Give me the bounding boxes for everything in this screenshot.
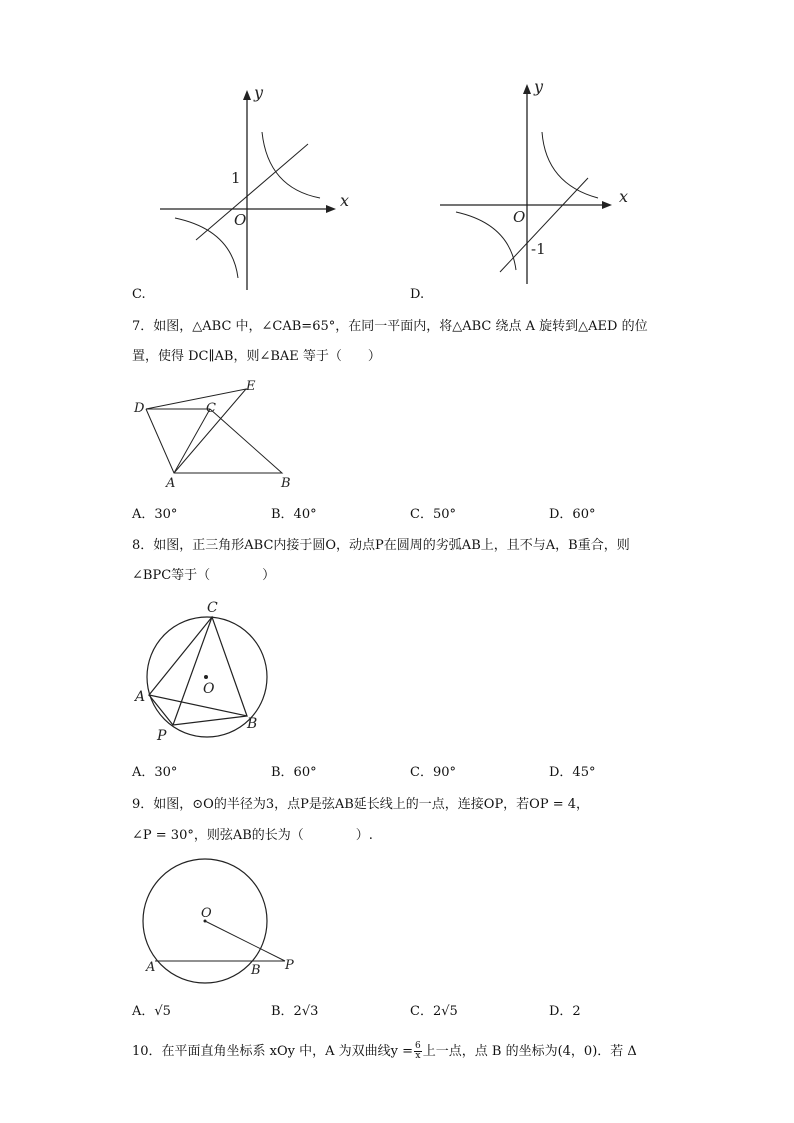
q9-label-p: P (285, 958, 294, 973)
graph-d-x-label: x (619, 187, 629, 206)
q8-label-p: P (157, 728, 167, 744)
q10-prefix: 10．在平面直角坐标系 xOy 中，A 为双曲线y = (132, 1044, 414, 1059)
q7-label-c: C (206, 401, 216, 416)
q7-stem-line2: 置，使得 DC∥AB，则∠BAE 等于（ ） (132, 349, 381, 364)
q10-fraction (414, 1042, 422, 1061)
q9-option-a: A．√5 (132, 1004, 171, 1019)
q8-label-a: A (135, 689, 146, 705)
q9-figure (130, 855, 310, 980)
q9-label-o: O (201, 906, 212, 921)
graph-d-origin: O (513, 208, 526, 226)
q9-option-d: D．2 (549, 1004, 581, 1019)
graph-d-intercept: -1 (531, 240, 546, 258)
graph-d (430, 72, 640, 287)
q9-label-b: B (251, 963, 261, 978)
graph-c-y-label: y (254, 83, 264, 102)
q8-label-o: O (203, 681, 215, 697)
q7-stem-line1: 7．如图，△ABC 中，∠CAB=65°，在同一平面内，将△ABC 绕点 A 旋转到△AED 的位 (132, 319, 648, 334)
option-label-c: C. (132, 287, 146, 302)
q8-label-c: C (207, 600, 218, 616)
q8-stem-line2: ∠BPC等于（ ） (132, 568, 276, 583)
q7-figure (130, 375, 300, 495)
q8-option-b: B．60° (271, 765, 317, 780)
q10-suffix: 上一点，点 B 的坐标为(4，0)．若 Δ (422, 1044, 637, 1059)
graph-c-x-label: x (340, 191, 350, 210)
q7-label-b: B (281, 476, 291, 491)
q8-option-d: D．45° (549, 765, 596, 780)
q9-stem-line2: ∠P = 30°，则弦AB的长为（ ）. (132, 828, 373, 843)
q8-label-b: B (247, 716, 258, 732)
graph-d-y-label: y (534, 77, 544, 96)
q9-option-b: B．2√3 (271, 1004, 319, 1019)
graph-c-intercept: 1 (231, 169, 241, 187)
q10-fraction-numerator: 6 (415, 1041, 421, 1051)
q7-label-e: E (246, 379, 256, 394)
q10-stem (132, 1042, 637, 1061)
q9-option-c: C．2√5 (410, 1004, 458, 1019)
graph-c (150, 80, 360, 295)
q7-option-a: A．30° (132, 507, 178, 522)
q7-label-d: D (134, 401, 145, 416)
q7-option-d: D．60° (549, 507, 596, 522)
q9-stem-line1: 9．如图，⊙O的半径为3，点P是弦AB延长线上的一点，连接OP，若OP = 4， (132, 797, 590, 812)
option-label-d: D. (410, 287, 425, 302)
q7-label-a: A (166, 476, 176, 491)
q7-option-b: B．40° (271, 507, 317, 522)
q10-fraction-denominator: x (415, 1051, 421, 1061)
q8-option-c: C．90° (410, 765, 456, 780)
q8-figure (130, 595, 280, 745)
q7-option-c: C．50° (410, 507, 456, 522)
q9-label-a: A (146, 960, 156, 975)
q8-stem-line1: 8．如图，正三角形ABC内接于圆O，动点P在圆周的劣弧AB上，且不与A，B重合，则 (132, 538, 630, 553)
graph-c-origin: O (234, 211, 247, 229)
q8-option-a: A．30° (132, 765, 178, 780)
